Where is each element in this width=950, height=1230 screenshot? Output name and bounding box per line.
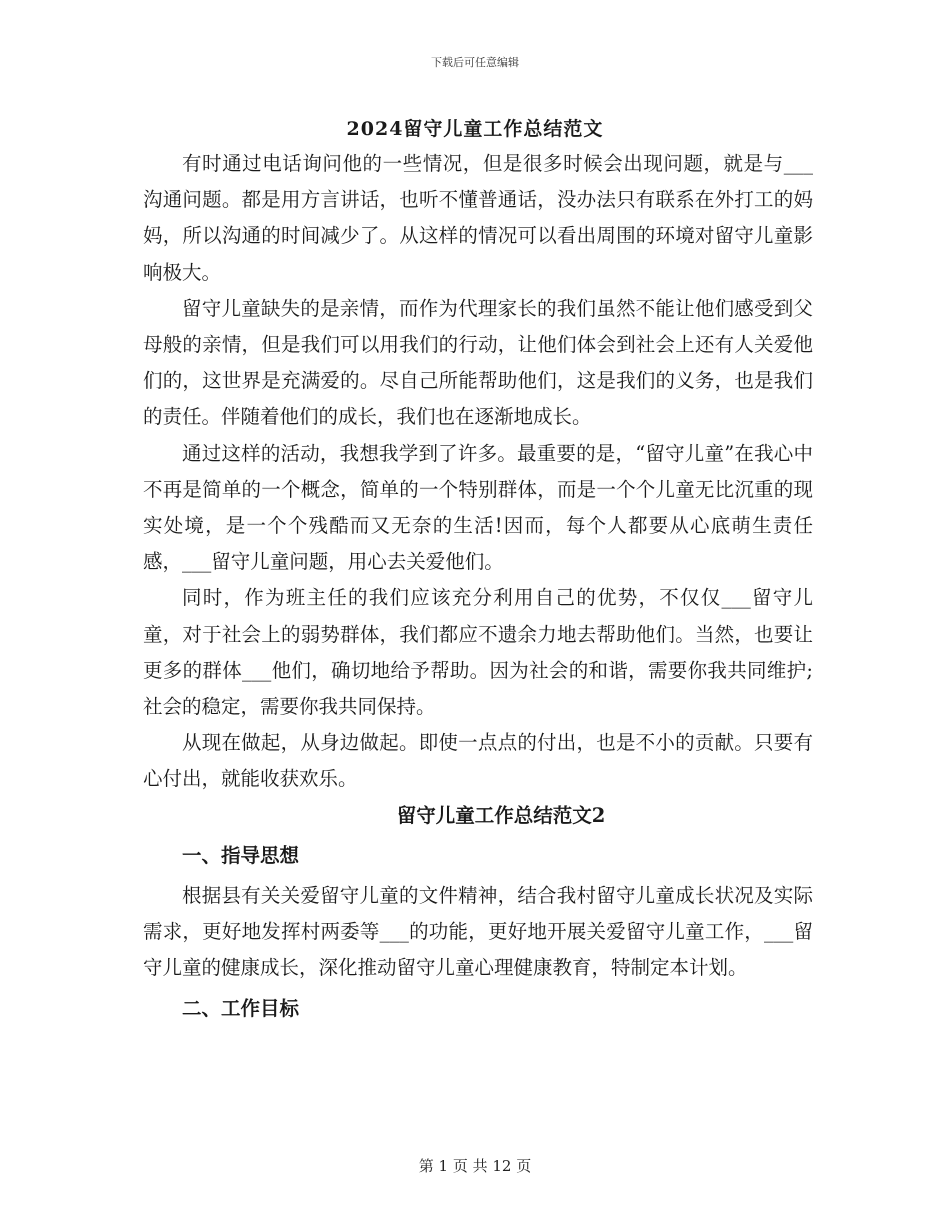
- paragraph: 通过这样的活动，我想我学到了许多。最重要的是，“留守儿童”在我心中不再是简单的一个概念，简单的一个特别群体，而是一个个儿童无比沉重的现实处境，是一个个残酷而又无奈的生活!因而，每个人都要从心底萌生责任感，___留守儿童问题，用心去关爱他们。: [143, 441, 813, 574]
- paragraph: 根据县有关关爱留守儿童的文件精神，结合我村留守儿童成长状况及实际需求，更好地发挥村两委等___的功能，更好地开展关爱留守儿童工作，___留守儿童的健康成长，深化推动留守儿童心理健康教育，特制定本计划。: [143, 884, 813, 980]
- section-title: 留守儿童工作总结范文2: [396, 803, 606, 827]
- section-heading: 一、指导思想: [182, 843, 300, 867]
- section-heading: 二、工作目标: [182, 996, 300, 1020]
- header-note: 下载后可任意编辑: [431, 56, 519, 69]
- document-title: 2024留守儿童工作总结范文: [346, 118, 604, 140]
- paragraph: 留守儿童缺失的是亲情，而作为代理家长的我们虽然不能让他们感受到父母般的亲情，但是我们可以用我们的行动，让他们体会到社会上还有人关爱他们的，这世界是充满爱的。尽自己所能帮助他们，这是我们的义务，也是我们的责任。伴随着他们的成长，我们也在逐渐地成长。: [143, 296, 813, 429]
- page-number: 第 1 页 共 12 页: [418, 1157, 532, 1175]
- paragraph: 有时通过电话询问他的一些情况，但是很多时候会出现问题，就是与___沟通问题。都是用方言讲话，也听不懂普通话，没办法只有联系在外打工的妈妈，所以沟通的时间减少了。从这样的情况可以看出周围的环境对留守儿童影响极大。: [143, 152, 813, 284]
- paragraph: 同时，作为班主任的我们应该充分利用自己的优势，不仅仅___留守儿童，对于社会上的弱势群体，我们都应不遗余力地去帮助他们。当然，也要让更多的群体___他们，确切地给予帮助。因为社会的和谐，需要你我共同维护;社会的稳定，需要你我共同保持。: [143, 586, 813, 719]
- paragraph: 从现在做起，从身边做起。即使一点点的付出，也是不小的贡献。只要有心付出，就能收获欢乐。: [143, 731, 813, 791]
- document-body: [143, 146, 813, 1031]
